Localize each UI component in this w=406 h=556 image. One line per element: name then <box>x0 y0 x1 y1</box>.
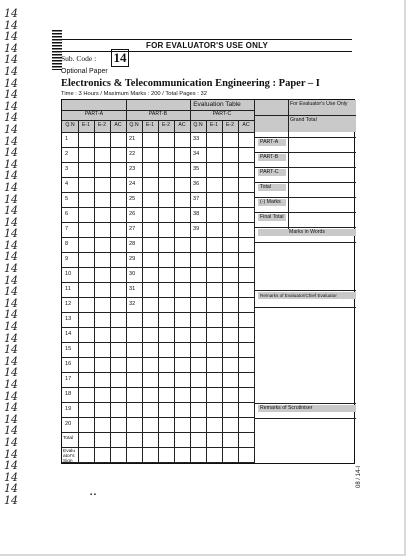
margin-mark: 14 <box>4 7 18 20</box>
question-number: 32 <box>129 301 136 307</box>
grid-hline <box>62 110 254 111</box>
column-header: E-2 <box>161 122 171 128</box>
grid-hline <box>62 462 254 463</box>
question-number: 34 <box>193 151 200 157</box>
question-number: 30 <box>129 271 136 277</box>
grid-vline <box>288 100 289 229</box>
grid-vline <box>238 120 239 463</box>
grid-hline <box>62 387 254 388</box>
question-number: 33 <box>193 136 200 142</box>
grid-hline <box>62 222 254 223</box>
margin-mark: 14 <box>4 64 18 78</box>
grid-vline <box>94 120 95 463</box>
column-header: Q.N <box>129 122 139 128</box>
grid-vline <box>206 120 207 463</box>
rp-minus-marks: (-) Marks <box>258 199 286 206</box>
evaluator-banner: FOR EVALUATOR'S USE ONLY <box>62 39 352 52</box>
question-number: 31 <box>129 286 136 292</box>
column-header: E-1 <box>209 122 219 128</box>
grid-hline <box>62 417 254 418</box>
panel-hline <box>254 403 356 404</box>
column-header: E-2 <box>225 122 235 128</box>
margin-mark: 14 <box>4 134 18 148</box>
grid-hline <box>62 447 254 448</box>
rp-total: Total <box>258 184 286 191</box>
question-number: 8 <box>65 241 69 247</box>
margin-mark: 14 <box>4 18 18 32</box>
panel-hline <box>254 418 356 419</box>
margin-mark: 14 <box>4 459 18 473</box>
question-number: 13 <box>65 316 72 322</box>
question-number: 3 <box>65 166 69 172</box>
question-number: 23 <box>129 166 136 172</box>
question-number: 35 <box>193 166 200 172</box>
question-number: 38 <box>193 211 200 217</box>
rp-remarks-evaluator: Remarks of Evaluator/Chief Evaluator <box>258 292 356 299</box>
question-number: 4 <box>65 181 69 187</box>
margin-mark: 14 <box>4 273 18 287</box>
margin-mark: 14 <box>4 285 18 299</box>
margin-mark: 14 <box>4 435 18 449</box>
question-number: 11 <box>65 286 71 292</box>
column-header: Q.N <box>193 122 203 128</box>
margin-mark: 14 <box>4 122 18 136</box>
panel-hline <box>254 152 356 153</box>
grid-hline <box>62 357 254 358</box>
column-header: AC <box>242 122 250 128</box>
grid-hline <box>62 192 254 193</box>
margin-mark: 14 <box>4 146 18 160</box>
grid-vline <box>222 120 223 463</box>
question-number: 22 <box>129 151 136 157</box>
margin-mark: 14 <box>4 88 18 102</box>
grid-hline <box>62 402 254 403</box>
question-number: 16 <box>65 361 72 367</box>
total-row-label: Total <box>63 436 74 441</box>
grid-hline <box>62 342 254 343</box>
rp-marks-in-words: Marks in Words <box>258 229 356 236</box>
vertical-code-text: 08 / 14-I <box>356 465 362 488</box>
margin-mark: 14 <box>4 389 18 403</box>
margin-mark: 14 <box>4 30 18 44</box>
question-number: 36 <box>193 181 200 187</box>
margin-mark: 14 <box>4 204 18 218</box>
panel-hline <box>254 182 356 183</box>
part-c-header: PART-C <box>212 111 232 117</box>
margin-mark: 14 <box>4 41 18 55</box>
question-number: 29 <box>129 256 136 262</box>
margin-mark: 14 <box>4 320 18 334</box>
grid-hline <box>62 207 254 208</box>
rp-final-total: Final Total <box>258 214 286 221</box>
question-number: 17 <box>65 376 72 382</box>
grid-hline <box>62 252 254 253</box>
sub-code-box: 14 <box>111 49 129 67</box>
grid-hline <box>62 147 254 148</box>
grid-hline <box>62 120 254 121</box>
margin-mark: 14 <box>4 76 18 90</box>
grid-hline <box>62 312 254 313</box>
panel-hline <box>254 137 356 138</box>
grid-vline <box>142 120 143 463</box>
margin-mark: 14 <box>4 99 18 113</box>
panel-hline <box>254 197 356 198</box>
panel-hline <box>254 307 356 308</box>
margin-mark: 14 <box>4 227 18 241</box>
grid-vline <box>78 120 79 463</box>
margin-mark: 14 <box>4 308 18 322</box>
question-number: 21 <box>129 136 136 142</box>
grid-hline <box>62 432 254 433</box>
grid-vline <box>254 100 255 463</box>
margin-mark: 14 <box>4 343 18 357</box>
margin-mark: 14 <box>4 262 18 276</box>
margin-mark: 14 <box>4 424 18 438</box>
evaluator-sign-label: Evalu ator's Sign <box>63 449 75 464</box>
panel-hline <box>254 227 356 228</box>
grid-hline <box>62 267 254 268</box>
question-number: 39 <box>193 226 200 232</box>
margin-mark: 14 <box>4 296 18 310</box>
margin-mark: 14 <box>4 331 18 345</box>
margin-subject-marks <box>4 8 30 507</box>
grid-hline <box>62 177 254 178</box>
panel-hline <box>254 290 356 291</box>
question-number: 19 <box>65 406 72 412</box>
grid-hline <box>62 162 254 163</box>
evaluation-table-title: Evaluation Table <box>193 101 241 108</box>
column-header: E-2 <box>97 122 107 128</box>
grid-hline <box>62 327 254 328</box>
grid-vline <box>110 120 111 463</box>
question-number: 6 <box>65 211 69 217</box>
question-number: 2 <box>65 151 69 157</box>
footer-mark: ▪ ▪ <box>90 492 96 498</box>
margin-mark: 14 <box>4 238 18 252</box>
column-header: AC <box>178 122 186 128</box>
margin-mark: 14 <box>4 482 18 496</box>
grid-hline <box>62 297 254 298</box>
panel-hline <box>254 242 356 243</box>
question-number: 14 <box>65 331 72 337</box>
question-number: 12 <box>65 301 72 307</box>
column-header: E-1 <box>145 122 155 128</box>
margin-mark: 14 <box>4 366 18 380</box>
rp-part-b: PART-B <box>258 154 286 161</box>
margin-mark: 14 <box>4 215 18 229</box>
grid-hline <box>62 132 254 133</box>
grid-hline <box>62 282 254 283</box>
margin-mark: 14 <box>4 447 18 461</box>
question-number: 1 <box>65 136 69 142</box>
question-number: 20 <box>65 421 72 427</box>
grid-vline <box>174 120 175 463</box>
question-number: 15 <box>65 346 72 352</box>
question-number: 7 <box>65 226 69 232</box>
column-header: Q.N <box>65 122 75 128</box>
question-number: 9 <box>65 256 69 262</box>
grid-hline <box>62 237 254 238</box>
margin-mark: 14 <box>4 157 18 171</box>
evaluators-use-only-label: For Evaluator's Use Only <box>288 101 354 108</box>
margin-mark: 14 <box>4 493 18 507</box>
rp-part-c: PART-C <box>258 169 286 176</box>
question-number: 37 <box>193 196 200 202</box>
margin-mark: 14 <box>4 470 18 484</box>
column-header: E-1 <box>81 122 91 128</box>
question-number: 26 <box>129 211 136 217</box>
margin-mark: 14 <box>4 111 18 125</box>
margin-mark: 14 <box>4 192 18 206</box>
evaluation-table <box>61 99 355 464</box>
question-number: 25 <box>129 196 136 202</box>
margin-mark: 14 <box>4 53 18 67</box>
question-number: 28 <box>129 241 136 247</box>
vertical-paper-code <box>356 462 366 492</box>
margin-mark: 14 <box>4 250 18 264</box>
barcode-strip <box>52 30 62 70</box>
part-a-header: PART-A <box>84 111 104 117</box>
margin-mark: 14 <box>4 412 18 426</box>
sub-code-label: Sub. Code : <box>61 54 97 63</box>
question-number: 5 <box>65 196 69 202</box>
optional-paper-label: Optional Paper <box>61 68 108 75</box>
question-number: 24 <box>129 181 136 187</box>
panel-hline <box>254 167 356 168</box>
rp-part-a: PART-A <box>258 139 286 146</box>
subject-title: Electronics & Telecommunication Engineering : Paper – I <box>61 78 320 89</box>
margin-mark: 14 <box>4 401 18 415</box>
panel-hline <box>254 212 356 213</box>
margin-mark: 14 <box>4 180 18 194</box>
grid-vline <box>158 120 159 463</box>
margin-mark: 14 <box>4 378 18 391</box>
exam-meta-line: Time : 3 Hours / Maximum Marks : 200 / Total Pages : 32 <box>61 91 207 97</box>
margin-mark: 14 <box>4 354 18 368</box>
question-number: 18 <box>65 391 72 397</box>
question-number: 10 <box>65 271 72 277</box>
panel-hline <box>254 115 356 116</box>
part-b-header: PART-B <box>148 111 168 117</box>
column-header: AC <box>114 122 122 128</box>
margin-mark: 14 <box>4 169 18 183</box>
rp-remarks-scrutiniser: Remarks of Scrutiniser <box>258 405 356 412</box>
question-number: 27 <box>129 226 136 232</box>
grand-total-label: Grand Total <box>290 117 317 123</box>
grid-hline <box>62 372 254 373</box>
